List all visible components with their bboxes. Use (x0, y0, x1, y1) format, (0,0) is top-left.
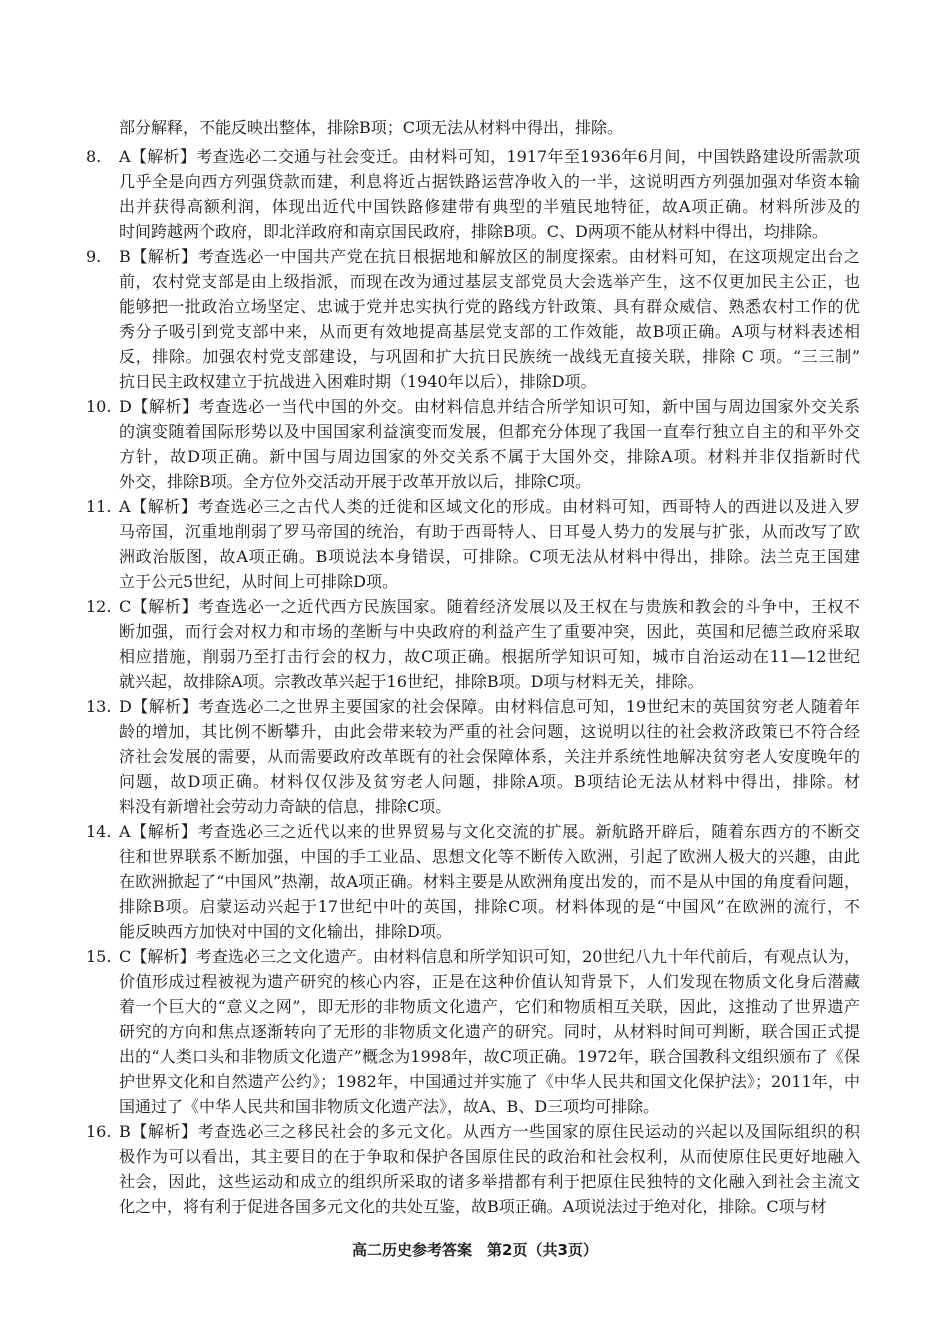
answer-text-line: 价值形成过程被视为遗产研究的核心内容，正是在这种价值认知背景下，人们发现在物质文化身后潜藏 (119, 972, 860, 991)
answer-text-line: A【解析】考查选必二交通与社会变迁。由材料可知，1917年至1936年6月间，中国铁路建设所需款项 (119, 147, 860, 166)
question-number: 13. (86, 697, 112, 716)
question-number: 12. (86, 597, 112, 616)
answer-text-line: 方针，故D项正确。新中国与周边国家的外交关系不属于大国外交，排除A项。材料并非仅指新时代 (119, 447, 860, 466)
answer-text-line: 秀分子吸引到党支部中来，从而更有效地提高基层党支部的工作效能，故B项正确。A项与材料表述相 (119, 322, 860, 341)
answer-text-line: 护世界文化和自然遗产公约》；1982年，中国通过并实施了《中华人民共和国文化保护法》；2011年，中 (119, 1072, 860, 1091)
answer-text-line: C【解析】考查选必三之文化遗产。由材料信息和所学知识可知，20世纪八九十年代前后，有观点认为， (119, 947, 860, 966)
answer-text-line: A【解析】考查选必三之近代以来的世界贸易与文化交流的扩展。新航路开辟后，随着东西方的不断交 (119, 822, 860, 841)
answer-text-line: 问题，故D项正确。材料仅仅涉及贫穷老人问题，排除A项。B项结论无法从材料中得出，排除。材 (119, 772, 860, 791)
question-number: 15. (86, 947, 112, 966)
answer-text-line: 出并获得高额利润，体现出近代中国铁路修建带有典型的半殖民地特征，故A项正确。材料所涉及的 (119, 197, 860, 216)
answer-text-line: B【解析】考查选必一中国共产党在抗日根据地和解放区的制度探索。由材料可知，在这项规定出台之 (119, 247, 860, 266)
answer-text-line: 前，农村党支部是由上级指派，而现在改为通过基层支部党员大会选举产生，这不仅更加民主公正，也 (119, 272, 860, 291)
answer-text-line: 立于公元5世纪，从时间上可排除D项。 (119, 572, 399, 591)
answer-text-line: 极作为可以看出，其主要目的在于争取和保护各国原住民的政治和社会权利，从而使原住民更好地融入 (119, 1147, 860, 1166)
answer-text-line: 的演变随着国际形势以及中国国家利益演变而发展，但都充分体现了我国一直奉行独立自主的和平外交 (119, 422, 860, 441)
question-number: 9. (86, 247, 102, 266)
answer-text-line: 社会，因此，这些运动和成立的组织所采取的诸多举措都有利于把原住民独特的文化融入到社会主流文 (119, 1172, 860, 1191)
answer-text-line: 能够把一批政治立场坚定、忠诚于党并忠实执行党的路线方针政策、具有群众威信、熟悉农村工作的优 (119, 297, 860, 316)
answer-text-line: D【解析】考查选必二之世界主要国家的社会保障。由材料信息可知，19世纪末的英国贫穷老人随着年 (119, 697, 860, 716)
answer-text-line: 能反映西方加快对中国的文化输出，排除D项。 (119, 922, 452, 941)
answer-text-line: 龄的增加，其比例不断攀升，由此会带来较为严重的社会问题，这说明以往的社会救济政策已不符合经 (119, 722, 860, 741)
answer-text-line: 就兴起，故排除A项。宗教改革兴起于16世纪，排除B项。D项与材料无关，排除。 (119, 672, 704, 691)
question-number: 16. (86, 1122, 112, 1141)
answer-text-line: 断加强，而行会对权力和市场的垄断与中央政府的利益产生了重要冲突，因此，英国和尼德兰政府采取 (119, 622, 860, 641)
answer-text-line: 时间跨越两个政府，即北洋政府和南京国民政府，排除B项。C、D两项不能从材料中得出，均排除。 (119, 222, 828, 241)
answer-text-line: D【解析】考查选必一当代中国的外交。由材料信息并结合所学知识可知，新中国与周边国家外交关系 (119, 397, 860, 416)
answer-text-line: 国通过了《中华人民共和国非物质文化遗产法》，故A、B、D三项均可排除。 (119, 1097, 660, 1116)
question-number: 14. (86, 822, 112, 841)
answer-text-line: 相应措施，削弱乃至打击行会的权力，故C项正确。根据所学知识可知，城市自治运动在11—12世纪 (119, 647, 860, 666)
page-footer: 高二历史参考答案 第2页（共3页） (352, 1241, 598, 1259)
answer-text-line: 洲政治版图，故A项正确。B项说法本身错误，可排除。C项无法从材料中得出，排除。法兰克王国建 (119, 547, 860, 566)
answer-text-line: 着一个巨大的“意义之网”，即无形的非物质文化遗产，它们和物质相互关联，因此，这推动了世界遗产 (119, 997, 860, 1016)
answer-text-line: 外交，排除B项。全方位外交活动开展于改革开放以后，排除C项。 (119, 472, 592, 491)
answer-text-line: C【解析】考查选必一之近代西方民族国家。随着经济发展以及王权在与贵族和教会的斗争中，王权不 (119, 597, 860, 616)
answer-text-line: 往和世界联系不断加强，中国的手工业品、思想文化等不断传入欧洲，引起了欧洲人极大的兴趣，由此 (119, 847, 860, 866)
answer-text-line: B【解析】考查选必三之移民社会的多元文化。从西方一些国家的原住民运动的兴起以及国际组织的积 (119, 1122, 860, 1141)
question-number: 8. (86, 147, 102, 166)
answer-text-line: 抗日民主政权建立于抗战进入困难时期（1940年以后），排除D项。 (119, 372, 597, 391)
continuation-line: 部分解释，不能反映出整体，排除B项；C项无法从材料中得出，排除。 (119, 118, 624, 137)
answer-text-line: 排除B项。启蒙运动兴起于17世纪中叶的英国，排除C项。材料体现的是“中国风”在欧洲的流行，不 (119, 897, 860, 916)
answer-text-line: 济社会发展的需要，从而需要政府改革既有的社会保障体系，关注并系统性地解决贫穷老人安度晚年的 (119, 747, 860, 766)
answer-text-line: 反，排除。加强农村党支部建设，与巩固和扩大抗日民族统一战线无直接关联，排除 C 项。“三三制” (119, 347, 860, 366)
answer-text-line: 几乎全是向西方列强贷款而建，利息将近占据铁路运营净收入的一半，这说明西方列强加强对华资本输 (119, 172, 860, 191)
answer-text-line: 出的“人类口头和非物质文化遗产”概念为1998年，故C项正确。1972年，联合国教科文组织颁布了《保 (119, 1047, 860, 1066)
answer-text-line: A【解析】考查选必三之古代人类的迁徙和区域文化的形成。由材料可知，西哥特人的西进以及进入罗 (119, 497, 860, 516)
answer-text-line: 化之中，将有利于促进各国多元文化的共处互鉴，故B项正确。A项说法过于绝对化，排除。C项与材 (119, 1197, 827, 1216)
answer-text-line: 马帝国，沉重地削弱了罗马帝国的统治，有助于西哥特人、日耳曼人势力的发展与扩张，从而改写了欧 (119, 522, 860, 541)
answer-text-line: 在欧洲掀起了“中国风”热潮，故A项正确。材料主要是从欧洲角度出发的，而不是从中国的角度看问题， (119, 872, 860, 891)
answer-text-line: 料没有新增社会劳动力奇缺的信息，排除C项。 (119, 797, 452, 816)
answer-text-line: 研究的方向和焦点逐渐转向了无形的非物质文化遗产的研究。同时，从材料时间可判断，联合国正式提 (119, 1022, 860, 1041)
question-number: 11. (86, 497, 112, 516)
question-number: 10. (86, 397, 112, 416)
